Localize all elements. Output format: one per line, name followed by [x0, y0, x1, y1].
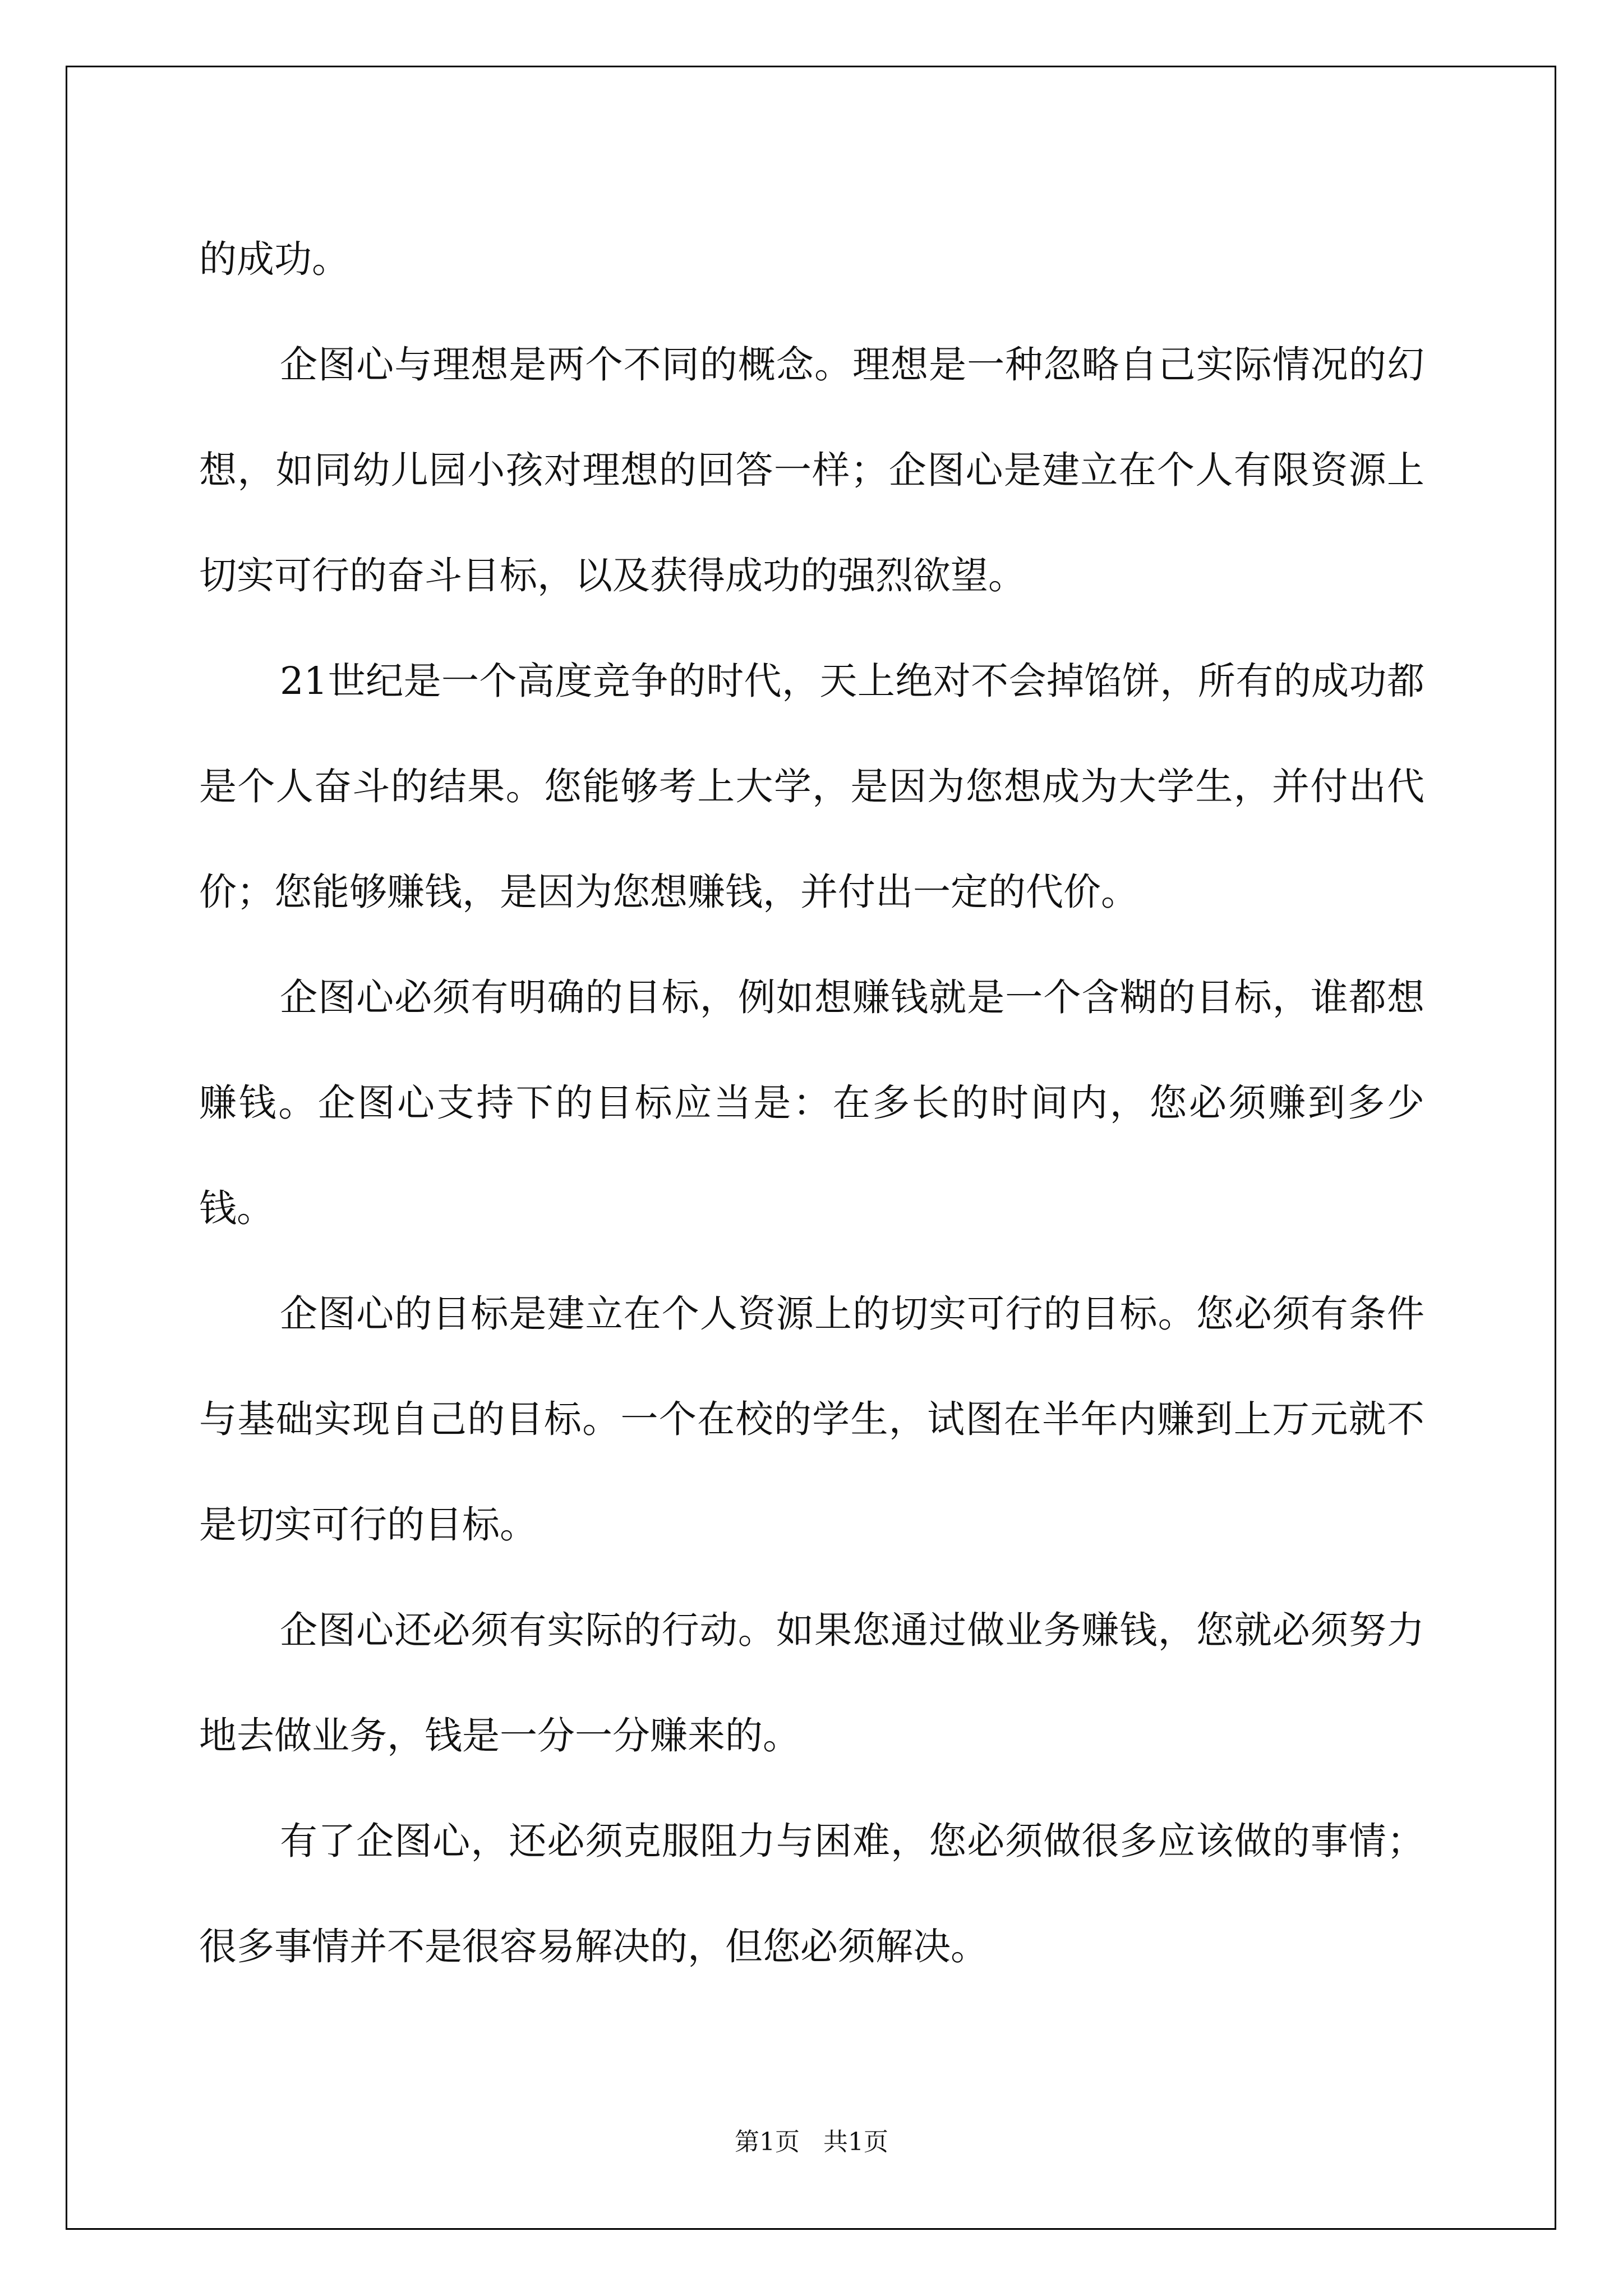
paragraph: 企图心的目标是建立在个人资源上的切实可行的目标。您必须有条件与基础实现自己的目标。一个在校的学生，试图在半年内赚到上万元就不是切实可行的目标。 — [199, 1292, 1424, 1547]
paragraph: 企图心必须有明确的目标，例如想赚钱就是一个含糊的目标，谁都想赚钱。企图心支持下的目标应当是：在多长的时间内，您必须赚到多少钱。 — [199, 976, 1424, 1230]
paragraph: 21世纪是一个高度竞争的时代，天上绝对不会掉馅饼，所有的成功都是个人奋斗的结果。您能够考上大学，是因为您想成为大学生，并付出代价；您能够赚钱，是因为您想赚钱，并付出一定的代价。 — [199, 659, 1424, 914]
paragraph: 的成功。 — [199, 237, 349, 281]
paragraph: 有了企图心，还必须克服阻力与困难，您必须做很多应该做的事情；很多事情并不是很容易解决的，但您必须解决。 — [199, 1819, 1424, 1968]
page-footer: 第1页 共1页 — [735, 2128, 888, 2156]
paragraph: 企图心与理想是两个不同的概念。理想是一种忽略自己实际情况的幻想，如同幼儿园小孩对理想的回答一样；企图心是建立在个人有限资源上切实可行的奋斗目标，以及获得成功的强烈欲望。 — [199, 343, 1424, 597]
paragraph: 企图心还必须有实际的行动。如果您通过做业务赚钱，您就必须努力地去做业务，钱是一分一分赚来的。 — [199, 1608, 1424, 1757]
document-body — [199, 206, 1424, 1999]
